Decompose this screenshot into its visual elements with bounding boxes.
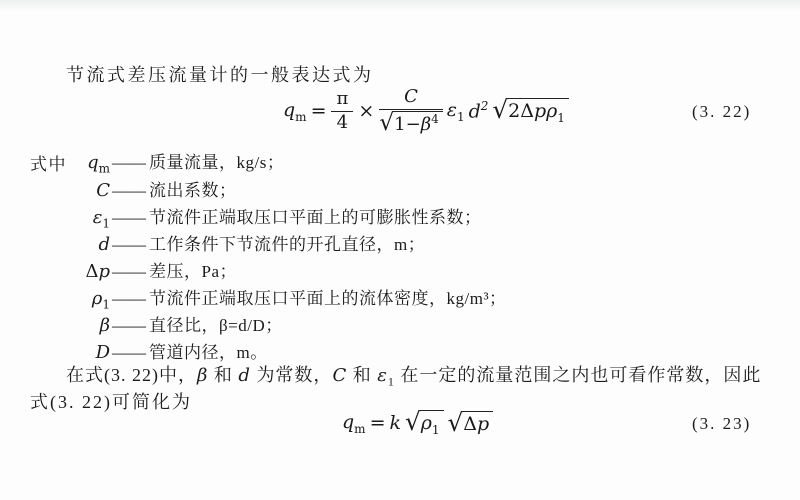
closing-paragraph-line2: 式(3. 22)可简化为 (30, 392, 192, 412)
equals-sign: = (310, 100, 327, 122)
k-constant: k (389, 412, 401, 434)
definition-dash: —— (112, 153, 146, 172)
term-c: C (96, 180, 110, 201)
definition-row-beta (30, 311, 283, 339)
term-epsilon1: $\varepsilon_1$ (92, 207, 110, 231)
epsilon1-variable: $\varepsilon_1$ (446, 98, 465, 124)
term-delta-p: Δp (85, 261, 110, 282)
intro-sentence: 节流式差压流量计的一般表达式为 (66, 65, 374, 85)
equation-number-3-23: (3. 23) (692, 414, 752, 433)
sqrt-2-delta-p-rho1: √ 2Δpρ$_1$ (492, 98, 569, 125)
sqrt-delta-p: √ Δp (448, 411, 494, 436)
qm-variable: $q_m$ (283, 98, 307, 124)
definition-desc: 直径比，β=d/D； (149, 316, 283, 335)
definition-row-delta-p (30, 257, 237, 285)
definition-dash: —— (112, 289, 146, 308)
qm-variable: $q_m$ (342, 410, 366, 436)
equals-sign: = (369, 412, 386, 434)
definition-desc: 工作条件下节流件的开孔直径，m； (149, 235, 426, 254)
definition-dash: —— (112, 316, 146, 335)
definition-row-d (30, 230, 425, 258)
term-d: d (98, 234, 110, 255)
term-beta: β (99, 315, 110, 336)
equation-3-22 (281, 84, 571, 138)
sqrt-one-minus-beta4: √ $1-\beta^4$ (379, 111, 443, 136)
term-qm: $q_m$ (87, 152, 110, 176)
sqrt-rho1: √ $\rho_1$ (405, 410, 444, 437)
definition-row-qm (30, 148, 284, 176)
equation-3-23 (340, 407, 495, 439)
closing-paragraph-line1: 在式(3. 22)中，β 和 d 为常数，C 和 $\varepsilon_1$ 在一定的流量范围之内也可看作常数，因此 (66, 365, 762, 389)
definition-dash: —— (112, 181, 146, 200)
definition-dash: —— (112, 262, 146, 281)
multiplication-sign: × (358, 100, 375, 122)
definition-desc: 质量流量，kg/s； (149, 153, 285, 172)
definition-row-c (30, 176, 237, 204)
definition-desc: 流出系数； (149, 181, 237, 200)
pi-over-four-fraction: $\frac{\pi}{4}$ (331, 89, 353, 133)
definition-row-epsilon1 (30, 203, 482, 231)
term-big-d: D (95, 342, 110, 363)
term-rho1: $\rho_1$ (91, 288, 110, 312)
definition-desc: 管道内径，m。 (149, 343, 268, 362)
definition-dash: —— (112, 208, 146, 227)
where-label: 式中 (30, 155, 67, 174)
definition-row-rho1 (30, 284, 507, 312)
discharge-coefficient-fraction: C √ $1-\beta^4$ (379, 87, 443, 135)
d-squared-variable: $d^2$ (468, 99, 489, 123)
equation-number-3-22: (3. 22) (692, 102, 752, 121)
definition-desc: 差压，Pa； (149, 262, 237, 281)
scan-artifact-band (0, 0, 800, 11)
definition-dash: —— (112, 235, 146, 254)
definition-desc: 节流件正端取压口平面上的流体密度，kg/m³； (149, 289, 507, 308)
definition-desc: 节流件正端取压口平面上的可膨胀性系数； (149, 208, 482, 227)
definition-dash: —— (112, 343, 146, 362)
